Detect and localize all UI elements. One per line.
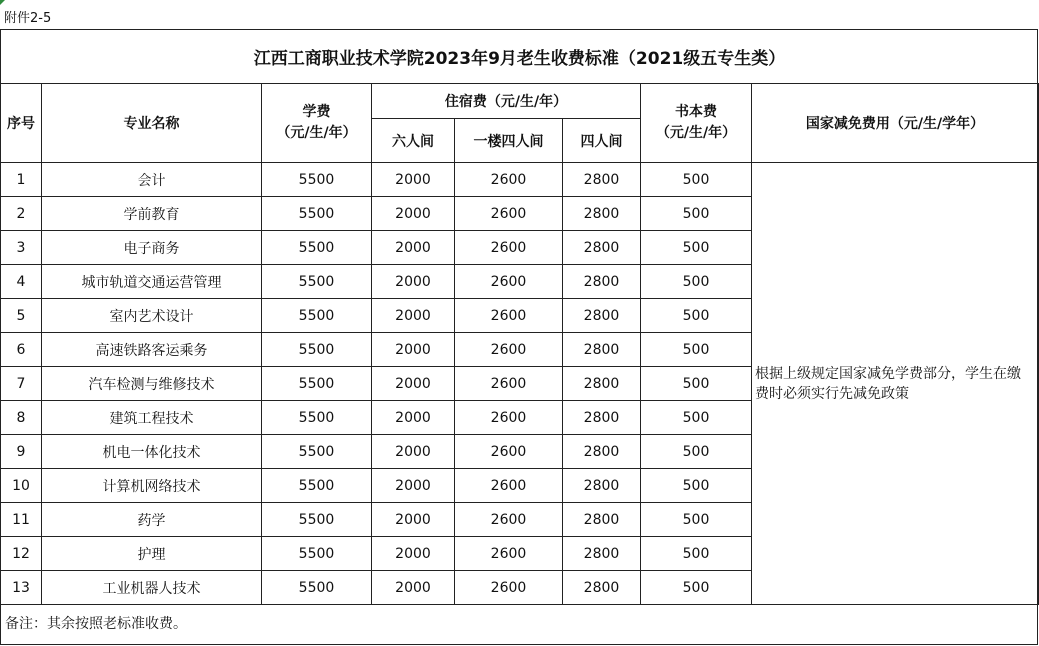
header-books <box>641 84 752 163</box>
header-seq: 序号 <box>1 84 42 163</box>
header-room-first-floor-four: 一楼四人间 <box>455 119 563 163</box>
cell-seq: 3 <box>1 231 42 265</box>
cell-major: 电子商务 <box>42 231 262 265</box>
cell-tuition: 5500 <box>262 503 372 537</box>
header-room-four: 四人间 <box>563 119 641 163</box>
cell-room-six: 2000 <box>372 197 455 231</box>
cell-comment-marker <box>0 0 5 5</box>
remark-note: 备注：其余按照老标准收费。 <box>0 604 1038 645</box>
cell-tuition: 5500 <box>262 299 372 333</box>
cell-major: 计算机网络技术 <box>42 469 262 503</box>
cell-seq: 4 <box>1 265 42 299</box>
cell-room-four: 2800 <box>563 435 641 469</box>
cell-room-six: 2000 <box>372 401 455 435</box>
cell-room-six: 2000 <box>372 231 455 265</box>
cell-room-four: 2800 <box>563 333 641 367</box>
cell-room-first-floor-four: 2600 <box>455 163 563 197</box>
header-major: 专业名称 <box>42 84 262 163</box>
cell-tuition: 5500 <box>262 197 372 231</box>
cell-room-six: 2000 <box>372 537 455 571</box>
cell-seq: 12 <box>1 537 42 571</box>
cell-tuition: 5500 <box>262 163 372 197</box>
cell-tuition: 5500 <box>262 435 372 469</box>
cell-room-four: 2800 <box>563 571 641 605</box>
cell-room-six: 2000 <box>372 571 455 605</box>
cell-major: 会计 <box>42 163 262 197</box>
cell-tuition: 5500 <box>262 537 372 571</box>
header-lodging: 住宿费（元/生/年） <box>372 84 641 119</box>
cell-books: 500 <box>641 265 752 299</box>
cell-room-six: 2000 <box>372 333 455 367</box>
cell-tuition: 5500 <box>262 469 372 503</box>
cell-books: 500 <box>641 469 752 503</box>
cell-seq: 10 <box>1 469 42 503</box>
cell-major: 学前教育 <box>42 197 262 231</box>
cell-books: 500 <box>641 299 752 333</box>
cell-books: 500 <box>641 537 752 571</box>
cell-major: 机电一体化技术 <box>42 435 262 469</box>
cell-seq: 8 <box>1 401 42 435</box>
cell-major: 高速铁路客运乘务 <box>42 333 262 367</box>
cell-room-four: 2800 <box>563 367 641 401</box>
cell-room-four: 2800 <box>563 265 641 299</box>
cell-major: 城市轨道交通运营管理 <box>42 265 262 299</box>
cell-room-first-floor-four: 2600 <box>455 197 563 231</box>
cell-books: 500 <box>641 231 752 265</box>
header-room-six: 六人间 <box>372 119 455 163</box>
cell-major: 工业机器人技术 <box>42 571 262 605</box>
cell-books: 500 <box>641 333 752 367</box>
header-tuition-unit: （元/生/年） <box>276 125 357 141</box>
cell-seq: 9 <box>1 435 42 469</box>
cell-room-six: 2000 <box>372 265 455 299</box>
header-books-label: 书本费 <box>675 104 717 120</box>
cell-tuition: 5500 <box>262 231 372 265</box>
header-books-unit: （元/生/年） <box>655 125 737 141</box>
cell-room-six: 2000 <box>372 163 455 197</box>
attachment-label: 附件2-5 <box>4 11 52 26</box>
cell-room-first-floor-four: 2600 <box>455 503 563 537</box>
cell-room-first-floor-four: 2600 <box>455 231 563 265</box>
cell-books: 500 <box>641 367 752 401</box>
cell-room-first-floor-four: 2600 <box>455 401 563 435</box>
cell-tuition: 5500 <box>262 265 372 299</box>
cell-books: 500 <box>641 401 752 435</box>
cell-major: 汽车检测与维修技术 <box>42 367 262 401</box>
cell-room-four: 2800 <box>563 537 641 571</box>
cell-books: 500 <box>641 163 752 197</box>
cell-room-first-floor-four: 2600 <box>455 435 563 469</box>
cell-tuition: 5500 <box>262 571 372 605</box>
cell-tuition: 5500 <box>262 333 372 367</box>
cell-room-four: 2800 <box>563 401 641 435</box>
cell-room-four: 2800 <box>563 197 641 231</box>
cell-room-first-floor-four: 2600 <box>455 469 563 503</box>
cell-room-four: 2800 <box>563 503 641 537</box>
header-reduction: 国家减免费用（元/生/学年） <box>752 84 1039 163</box>
cell-room-first-floor-four: 2600 <box>455 333 563 367</box>
cell-room-four: 2800 <box>563 231 641 265</box>
cell-major: 护理 <box>42 537 262 571</box>
cell-books: 500 <box>641 503 752 537</box>
cell-seq: 11 <box>1 503 42 537</box>
cell-room-six: 2000 <box>372 435 455 469</box>
cell-seq: 7 <box>1 367 42 401</box>
cell-seq: 2 <box>1 197 42 231</box>
cell-seq: 5 <box>1 299 42 333</box>
cell-room-four: 2800 <box>563 469 641 503</box>
cell-books: 500 <box>641 197 752 231</box>
cell-room-six: 2000 <box>372 299 455 333</box>
cell-room-four: 2800 <box>563 163 641 197</box>
fee-table-body <box>1 163 1039 605</box>
cell-major: 药学 <box>42 503 262 537</box>
reduction-note: 根据上级规定国家减免学费部分，学生在缴费时必须实行先减免政策 <box>752 163 1039 605</box>
cell-books: 500 <box>641 435 752 469</box>
fee-table <box>0 83 1039 605</box>
cell-room-six: 2000 <box>372 469 455 503</box>
cell-seq: 6 <box>1 333 42 367</box>
cell-room-first-floor-four: 2600 <box>455 571 563 605</box>
cell-tuition: 5500 <box>262 401 372 435</box>
cell-major: 建筑工程技术 <box>42 401 262 435</box>
cell-room-first-floor-four: 2600 <box>455 265 563 299</box>
header-tuition <box>262 84 372 163</box>
cell-room-first-floor-four: 2600 <box>455 537 563 571</box>
table-row <box>1 163 1039 197</box>
cell-room-six: 2000 <box>372 367 455 401</box>
cell-tuition: 5500 <box>262 367 372 401</box>
cell-room-six: 2000 <box>372 503 455 537</box>
cell-major: 室内艺术设计 <box>42 299 262 333</box>
cell-seq: 13 <box>1 571 42 605</box>
cell-books: 500 <box>641 571 752 605</box>
header-tuition-label: 学费 <box>302 104 331 120</box>
cell-room-first-floor-four: 2600 <box>455 367 563 401</box>
cell-room-four: 2800 <box>563 299 641 333</box>
cell-room-first-floor-four: 2600 <box>455 299 563 333</box>
page-title: 江西工商职业技术学院2023年9月老生收费标准（2021级五专生类） <box>253 48 786 69</box>
cell-seq: 1 <box>1 163 42 197</box>
